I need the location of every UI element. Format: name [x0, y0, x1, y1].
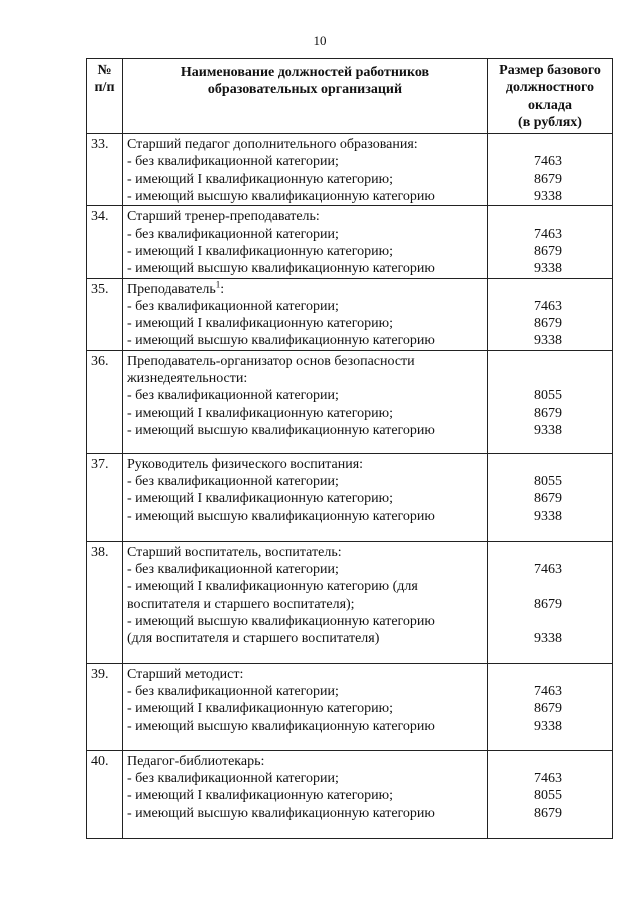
position-title-text: Преподаватель	[127, 281, 216, 297]
table-row	[87, 453, 613, 541]
salary-value: 8679	[534, 701, 562, 717]
category-line: - без квалификационной категории;	[127, 771, 339, 787]
category-line: - имеющий высшую квалификационную категорию	[127, 189, 435, 205]
category-line: - имеющий I квалификационную категорию;	[127, 243, 393, 259]
category-line: воспитателя и старшего воспитателя);	[127, 596, 355, 612]
salary-value: 8679	[534, 491, 562, 507]
category-line: - имеющий I квалификационную категорию;	[127, 316, 393, 332]
row-number: 37.	[87, 453, 123, 541]
position-title: Старший воспитатель, воспитатель:	[127, 544, 342, 560]
position-title: жизнедеятельности:	[127, 371, 248, 387]
position-title: Преподаватель-организатор основ безопасности	[127, 353, 415, 369]
salary-value: 8679	[534, 171, 562, 187]
salary-cell	[488, 663, 613, 750]
category-line: - без квалификационной категории;	[127, 474, 339, 490]
category-line: - имеющий I квалификационную категорию;	[127, 491, 393, 507]
category-line: - имеющий высшую квалификационную категорию	[127, 261, 435, 277]
salary-value: 9338	[534, 333, 562, 349]
table-row	[87, 541, 613, 663]
salary-value: 7463	[534, 226, 562, 242]
row-number: 33.	[87, 134, 123, 206]
position-title: Педагог-библиотекарь:	[127, 753, 265, 769]
header-number	[87, 59, 123, 134]
category-line: - имеющий высшую квалификационную категорию	[127, 613, 435, 629]
category-line: - имеющий I квалификационную категорию;	[127, 405, 393, 421]
footnote-marker: 1	[215, 278, 221, 289]
header-size-line: Размер базового	[499, 63, 601, 78]
salary-cell	[488, 350, 613, 453]
category-line: - без квалификационной категории;	[127, 298, 339, 314]
row-number: 40.	[87, 750, 123, 838]
table-row	[87, 134, 613, 206]
salary-value: 9338	[534, 718, 562, 734]
position-title: Старший тренер-преподаватель:	[127, 209, 320, 225]
salary-value: 8679	[534, 316, 562, 332]
category-line: - имеющий высшую квалификационную категорию	[127, 718, 435, 734]
table-row	[87, 663, 613, 750]
table-row	[87, 750, 613, 838]
row-number: 39.	[87, 663, 123, 750]
category-line: - имеющий I квалификационную категорию;	[127, 701, 393, 717]
category-line: - без квалификационной категории;	[127, 684, 339, 700]
header-position-name	[123, 59, 488, 134]
header-number-line: №	[97, 63, 112, 78]
table-row	[87, 350, 613, 453]
header-name-line: образовательных организаций	[207, 82, 403, 98]
category-line: (для воспитателя и старшего воспитателя)	[127, 631, 380, 647]
salary-cell	[488, 541, 613, 663]
category-line: - имеющий I квалификационную категорию;	[127, 788, 393, 804]
salary-table	[86, 58, 613, 839]
position-cell	[123, 206, 488, 278]
table-header-row	[87, 59, 613, 134]
salary-value: 8055	[534, 388, 562, 404]
salary-value: 8679	[534, 405, 562, 421]
salary-value: 9338	[534, 261, 562, 277]
salary-cell	[488, 278, 613, 350]
category-line: - имеющий высшую квалификационную категорию	[127, 422, 435, 438]
salary-cell	[488, 453, 613, 541]
salary-value: 8679	[534, 596, 562, 612]
position-title: Руководитель физического воспитания:	[127, 456, 364, 472]
header-salary-size	[488, 59, 613, 134]
category-line: - без квалификационной категории;	[127, 388, 339, 404]
header-size-line: (в рублях)	[518, 114, 582, 130]
row-number: 35.	[87, 278, 123, 350]
page-number: 10	[313, 33, 327, 48]
salary-value: 7463	[534, 562, 562, 578]
table-row	[87, 278, 613, 350]
salary-value: 7463	[534, 684, 562, 700]
salary-value: 9338	[534, 631, 562, 647]
salary-cell	[488, 134, 613, 206]
salary-value: 8055	[534, 474, 562, 490]
category-line: - имеющий I квалификационную категорию;	[127, 171, 393, 187]
position-title-suffix: :	[220, 281, 225, 297]
salary-value: 9338	[534, 508, 562, 524]
position-title: Старший педагог дополнительного образования:	[127, 137, 418, 153]
category-line: - без квалификационной категории;	[127, 226, 339, 242]
salary-value: 8055	[534, 788, 562, 804]
header-size-line: должностного	[505, 80, 595, 96]
row-number: 38.	[87, 541, 123, 663]
category-line: - без квалификационной категории;	[127, 562, 339, 578]
salary-value: 9338	[534, 422, 562, 438]
header-number-line: п/п	[94, 80, 115, 96]
salary-value: 9338	[534, 189, 562, 205]
salary-table-container	[86, 58, 612, 839]
position-cell	[123, 541, 488, 663]
position-title: Старший методист:	[127, 666, 244, 682]
salary-value: 7463	[534, 298, 562, 314]
position-title	[127, 278, 487, 298]
salary-value: 8679	[534, 243, 562, 259]
salary-cell	[488, 750, 613, 838]
category-line: - имеющий высшую квалификационную категорию	[127, 805, 435, 821]
salary-value: 8679	[534, 805, 562, 821]
position-cell	[123, 750, 488, 838]
position-cell	[123, 278, 488, 350]
salary-cell	[488, 206, 613, 278]
salary-value: 7463	[534, 154, 562, 170]
category-line: - имеющий высшую квалификационную категорию	[127, 508, 435, 524]
table-row	[87, 206, 613, 278]
header-size-line: оклада	[527, 97, 572, 113]
salary-value: 7463	[534, 771, 562, 787]
header-name-line: Наименование должностей работников	[180, 65, 430, 80]
row-number: 36.	[87, 350, 123, 453]
category-line: - без квалификационной категории;	[127, 154, 339, 170]
category-line: - имеющий I квалификационную категорию (для	[127, 579, 418, 595]
position-cell	[123, 350, 488, 453]
position-cell	[123, 134, 488, 206]
category-line: - имеющий высшую квалификационную категорию	[127, 333, 435, 349]
position-cell	[123, 453, 488, 541]
position-cell	[123, 663, 488, 750]
row-number: 34.	[87, 206, 123, 278]
